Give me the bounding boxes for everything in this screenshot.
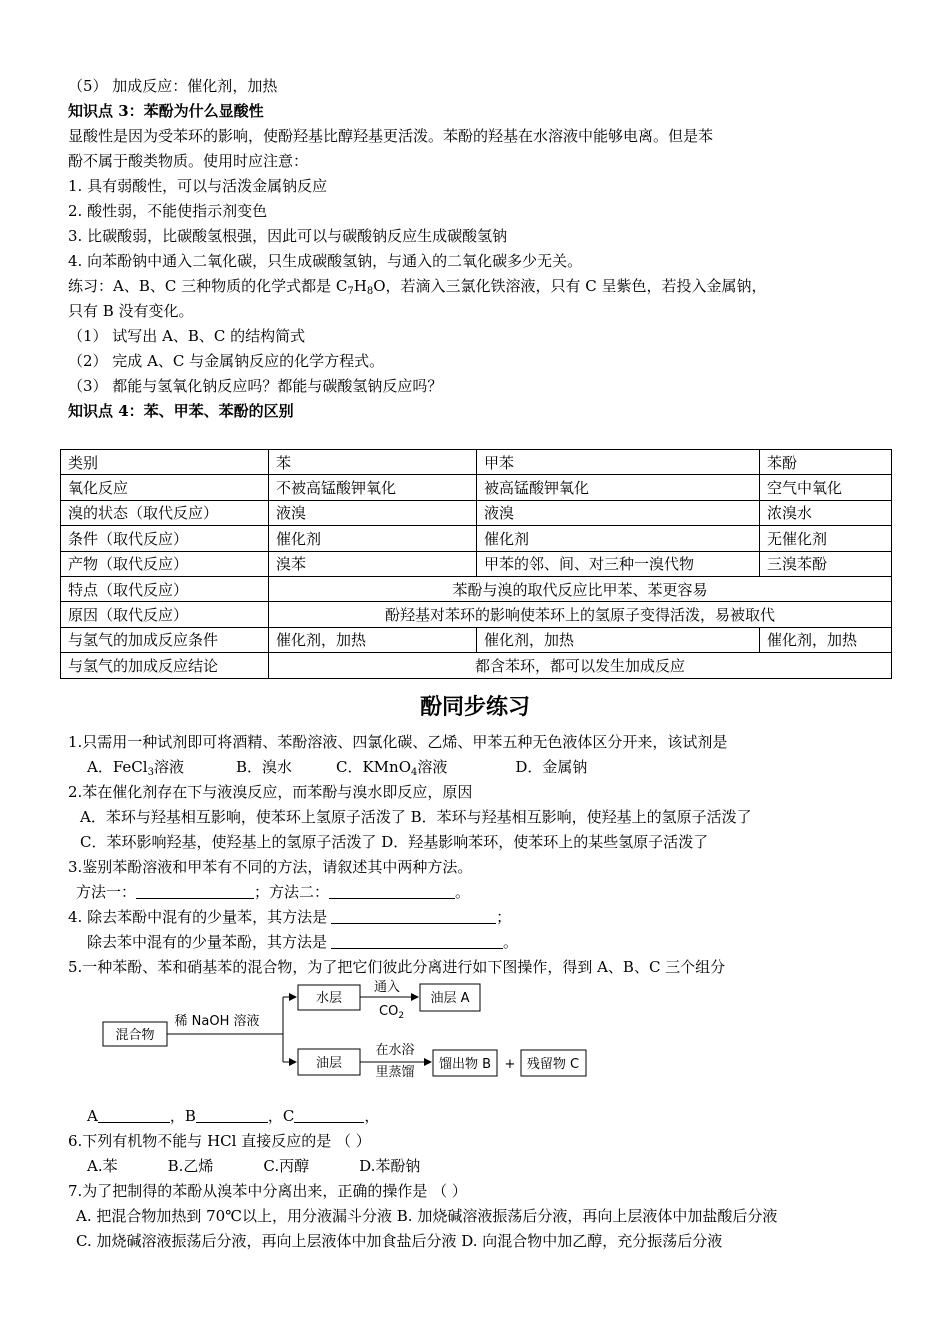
table-cell: 催化剂，加热 bbox=[760, 627, 892, 652]
practice-question-1: （1） 试写出 A、B、C 的结构简式 bbox=[68, 327, 306, 345]
q4-line1: 4. 除去苯酚中混有的少量苯，其方法是 ； bbox=[68, 908, 512, 926]
table-cell: 溴的状态（取代反应） bbox=[61, 500, 269, 525]
table-cell: 被高锰酸钾氧化 bbox=[477, 475, 760, 500]
pass-in-label: 通入 bbox=[373, 980, 401, 995]
comparison-table bbox=[60, 449, 892, 679]
q3-methods: 方法一： ；方法二： 。 bbox=[76, 883, 471, 901]
kp3-paragraph-line2: 酚不属于酸类物质。使用时应注意： bbox=[68, 152, 309, 170]
note-4: 4. 向苯酚钠中通入二氧化碳，只生成碳酸氢钠，与通入的二氧化碳多少无关。 bbox=[68, 252, 583, 270]
q3-stem: 3.鉴别苯酚溶液和甲苯有不同的方法，请叙述其中两种方法。 bbox=[68, 858, 473, 876]
plus-sign: + bbox=[504, 1057, 516, 1072]
distill-label: 里蒸馏 bbox=[375, 1065, 415, 1078]
q2-stem: 2.苯在催化剂存在下与液溴反应，而苯酚与溴水即反应，原因 bbox=[68, 783, 473, 801]
reagent-label: 稀 NaOH 溶液 bbox=[174, 1014, 260, 1029]
table-cell: 催化剂，加热 bbox=[477, 627, 760, 652]
q7-stem: 7.为了把制得的苯酚从溴苯中分离出来，正确的操作是 （ ） bbox=[68, 1182, 467, 1200]
table-cell: 与氢气的加成反应条件 bbox=[61, 627, 269, 652]
table-cell: 液溴 bbox=[477, 500, 760, 525]
table-cell: 氧化反应 bbox=[61, 475, 269, 500]
q6-option-b: B.乙烯 bbox=[167, 1157, 214, 1175]
q6-option-a: A.苯 bbox=[87, 1157, 118, 1175]
q2-options-ab: A．苯环与羟基相互影响，使苯环上氢原子活泼了 B．苯环与羟基相互影响，使羟基上的氢原子活泼了 bbox=[80, 808, 752, 826]
q1-option-d: D．金属钠 bbox=[515, 758, 588, 776]
note-3: 3. 比碳酸弱，比碳酸氢根强，因此可以与碳酸钠反应生成碳酸氢钠 bbox=[68, 227, 508, 245]
table-cell: 催化剂，加热 bbox=[269, 627, 477, 652]
table-cell: 催化剂 bbox=[477, 526, 760, 551]
table-row bbox=[61, 576, 892, 601]
q7-options-ab: A. 把混合物加热到 70℃以上，用分液漏斗分液 B. 加烧碱溶液振荡后分液，再向上层液体中加盐酸后分液 bbox=[76, 1207, 778, 1225]
q6-options bbox=[87, 1156, 420, 1176]
table-cell: 条件（取代反应） bbox=[61, 526, 269, 551]
q5-answer-blank-b[interactable] bbox=[196, 1108, 268, 1123]
q5-stem: 5.一种苯酚、苯和硝基苯的混合物，为了把它们彼此分离进行如下图操作，得到 A、B、C 三个组分 bbox=[68, 958, 726, 976]
practice-question-3: （3） 都能与氢氧化钠反应吗？都能与碳酸氢钠反应吗？ bbox=[68, 377, 443, 395]
q5-answers: A ，B ，C ， bbox=[87, 1107, 380, 1125]
table-cell-merged: 都含苯环，都可以发生加成反应 bbox=[269, 653, 892, 678]
table-cell: 浓溴水 bbox=[760, 500, 892, 525]
table-cell: 溴苯 bbox=[269, 551, 477, 576]
table-cell-merged: 酚羟基对苯环的影响使苯环上的氢原子变得活泼，易被取代 bbox=[269, 602, 892, 627]
table-header-cell: 类别 bbox=[61, 450, 269, 475]
oil-a-label: 油层 A bbox=[430, 991, 470, 1006]
practice-question-2: （2） 完成 A、C 与金属钠反应的化学方程式。 bbox=[68, 352, 385, 370]
distillate-b-label: 馏出物 B bbox=[438, 1057, 492, 1072]
q3-answer-blank-1[interactable] bbox=[136, 884, 254, 899]
table-row bbox=[61, 475, 892, 500]
table-cell: 液溴 bbox=[269, 500, 477, 525]
q1-option-a: A．FeCl$_3$溶液 bbox=[87, 758, 184, 778]
table-row bbox=[61, 602, 892, 627]
q3-answer-blank-2[interactable] bbox=[329, 884, 455, 899]
table-cell: 原因（取代反应） bbox=[61, 602, 269, 627]
table-cell: 不被高锰酸钾氧化 bbox=[269, 475, 477, 500]
practice-line1: 练习：A、B、C 三种物质的化学式都是 $C_7H_8O$，若滴入三氯化铁溶液，只有 C 呈紫色，若投入金属钠， bbox=[68, 277, 767, 297]
separation-flow-diagram bbox=[95, 978, 595, 1078]
table-row bbox=[61, 653, 892, 678]
table-cell: 无催化剂 bbox=[760, 526, 892, 551]
oil-layer-label: 油层 bbox=[315, 1056, 343, 1071]
q6-stem: 6.下列有机物不能与 HCl 直接反应的是 （ ） bbox=[68, 1132, 371, 1150]
water-layer-label: 水层 bbox=[315, 991, 343, 1006]
table-cell: 三溴苯酚 bbox=[760, 551, 892, 576]
water-bath-label: 在水浴 bbox=[375, 1043, 415, 1058]
kp3-heading: 知识点 3：苯酚为什么显酸性 bbox=[68, 102, 264, 120]
co2-label: $CO_2$ bbox=[379, 1004, 405, 1021]
table-cell: 甲苯的邻、间、对三种一溴代物 bbox=[477, 551, 760, 576]
note-1: 1. 具有弱酸性，可以与活泼金属钠反应 bbox=[68, 177, 328, 195]
table-row bbox=[61, 500, 892, 525]
q2-options-cd: C．苯环影响羟基，使羟基上的氢原子活泼了 D．羟基影响苯环，使苯环上的某些氢原子活泼了 bbox=[80, 833, 709, 851]
q4-line2: 除去苯中混有的少量苯酚，其方法是 。 bbox=[87, 933, 519, 951]
q1-options bbox=[87, 757, 587, 777]
exercise-title: 酚同步练习 bbox=[419, 694, 530, 720]
table-header-row bbox=[61, 450, 892, 475]
q5-answer-blank-a[interactable] bbox=[98, 1108, 170, 1123]
table-header-cell: 甲苯 bbox=[477, 450, 760, 475]
table-cell: 与氢气的加成反应结论 bbox=[61, 653, 269, 678]
note-2: 2. 酸性弱，不能使指示剂变色 bbox=[68, 202, 268, 220]
q5-answer-blank-c[interactable] bbox=[294, 1108, 364, 1123]
q6-option-d: D.苯酚钠 bbox=[359, 1157, 421, 1175]
table-row bbox=[61, 551, 892, 576]
kp4-heading: 知识点 4：苯、甲苯、苯酚的区别 bbox=[68, 402, 294, 420]
q4-answer-blank-1[interactable] bbox=[331, 909, 496, 924]
kp3-paragraph-line1: 显酸性是因为受苯环的影响，使酚羟基比醇羟基更活泼。苯酚的羟基在水溶液中能够电离。但是苯 bbox=[68, 127, 714, 145]
practice-text-b: ，若滴入三氯化铁溶液，只有 C 呈紫色，若投入金属钠， bbox=[385, 277, 767, 295]
table-row bbox=[61, 627, 892, 652]
item-5: （5） 加成反应：催化剂，加热 bbox=[68, 77, 278, 95]
table-header-cell: 苯酚 bbox=[760, 450, 892, 475]
q1-option-b: B．溴水 bbox=[235, 758, 292, 776]
practice-line2: 只有 B 没有变化。 bbox=[68, 302, 194, 320]
table-cell: 特点（取代反应） bbox=[61, 576, 269, 601]
q1-option-c: C．KMnO$_4$溶液 bbox=[336, 758, 448, 778]
q4-answer-blank-2[interactable] bbox=[331, 934, 503, 949]
q6-option-c: C.丙醇 bbox=[263, 1157, 310, 1175]
table-cell: 空气中氧化 bbox=[760, 475, 892, 500]
table-header-cell: 苯 bbox=[269, 450, 477, 475]
table-cell-merged: 苯酚与溴的取代反应比甲苯、苯更容易 bbox=[269, 576, 892, 601]
practice-text-a: 练习：A、B、C 三种物质的化学式都是 C bbox=[68, 277, 348, 295]
mixture-label: 混合物 bbox=[115, 1028, 155, 1043]
q7-options-cd: C. 加烧碱溶液振荡后分液，再向上层液体中加食盐后分液 D. 向混合物中加乙醇，充分振荡后分液 bbox=[76, 1232, 723, 1250]
q1-stem: 1.只需用一种试剂即可将酒精、苯酚溶液、四氯化碳、乙烯、甲苯五种无色液体区分开来，该试剂是 bbox=[68, 733, 728, 751]
table-cell: 催化剂 bbox=[269, 526, 477, 551]
table-cell: 产物（取代反应） bbox=[61, 551, 269, 576]
table-row bbox=[61, 526, 892, 551]
residue-c-label: 残留物 C bbox=[526, 1057, 580, 1072]
